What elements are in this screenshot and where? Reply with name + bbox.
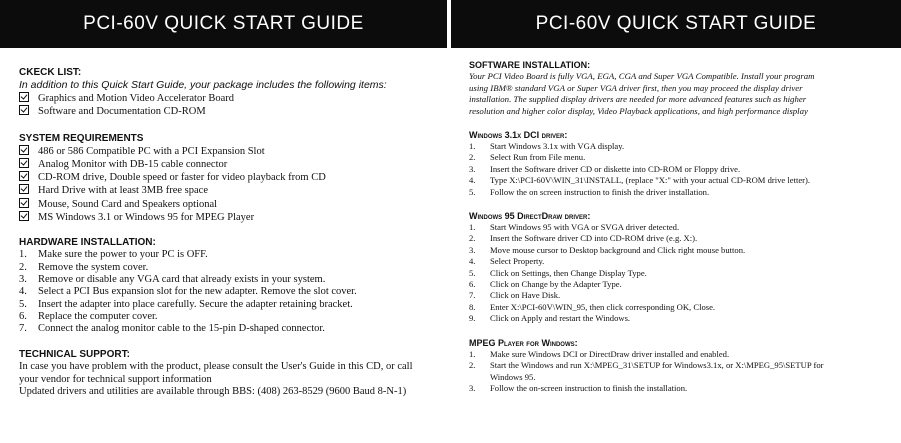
hardware-step: 3. Remove or disable any VGA card that already exists in your system. — [19, 273, 326, 285]
software-intro-line: using IBM® standard VGA or Super VGA driver first, then you may proceed the display driver — [469, 82, 803, 93]
win95-step: 4. Select Property. — [469, 256, 545, 267]
left-content — [0, 66, 451, 398]
checkbox-icon — [19, 171, 29, 181]
software-intro-line: Your PCI Video Board is fully VGA, EGA, CGA and Super VGA Compatible. Install your program — [469, 71, 815, 81]
mpeg-step: 3. Follow the on-screen instruction to finish the installation. — [469, 382, 688, 393]
hardware-installation-title: HARDWARE INSTALLATION: — [19, 237, 156, 249]
checkbox-icon — [19, 158, 29, 168]
mpeg-player-title: MPEG Player for Windows: — [469, 337, 578, 348]
hardware-steps — [19, 249, 441, 335]
requirement-item: 486 or 586 Compatible PC with a PCI Expansion Slot — [19, 145, 441, 158]
checklist-item: Graphics and Motion Video Accelerator Board — [19, 92, 441, 105]
support-text-line: In case you have problem with the product, please consult the User's Guide in this CD, or call — [19, 361, 413, 373]
win95-step: 8. Enter X:\PCI-60V\WIN_95, then click corresponding OK, Close. — [469, 301, 716, 312]
system-requirements-title: SYSTEM REQUIREMENTS — [19, 132, 144, 144]
support-bbs-line: Updated drivers and utilities are available through BBS: (408) 263-8529 (9600 Baud 8-N-1) — [19, 386, 407, 398]
hardware-step: 7. Connect the analog monitor cable to the 15-pin D-shaped connector. — [19, 323, 325, 335]
checkbox-icon — [19, 184, 29, 194]
software-installation-title: SOFTWARE INSTALLATION: — [469, 60, 591, 70]
win95-step: 1. Start Windows 95 with VGA or SVGA driver detected. — [469, 222, 680, 233]
mpeg-step: 2. Start the Windows and run X:\MPEG_31\SETUP for Windows3.1x, or X:\MPEG_95\SETUP for — [469, 360, 824, 371]
win95-step: 5. Click on Settings, then Change Display Type. — [469, 267, 647, 278]
win31-step: 1. Start Windows 3.1x with VGA display. — [469, 141, 625, 151]
checklist-list — [19, 92, 441, 119]
mpeg-steps — [469, 349, 889, 395]
requirement-item: Analog Monitor with DB-15 cable connector — [19, 158, 441, 171]
hardware-step: 1. Make sure the power to your PC is OFF. — [19, 249, 208, 261]
right-content — [451, 59, 901, 394]
hardware-installation-section — [19, 236, 441, 335]
win95-driver-title: Windows 95 DirectDraw driver: — [469, 211, 591, 222]
win31-step: 3. Insert the Software driver CD or diskette into CD-ROM or Floppy drive. — [469, 163, 741, 174]
win95-steps — [469, 222, 889, 325]
software-installation-section — [469, 59, 889, 117]
hardware-step: 4. Select a PCI Bus expansion slot for the new adapter. Remove the slot cover. — [19, 286, 357, 298]
support-text-line: your vendor for technical support information — [19, 373, 212, 385]
checklist-title: CKECK LIST: — [19, 67, 82, 78]
win95-step: 3. Move mouse cursor to Desktop background and Click right mouse button. — [469, 244, 746, 255]
win95-driver-section — [469, 210, 889, 325]
mpeg-step: Windows 95. — [490, 371, 536, 382]
win95-step: 7. Click on Have Disk. — [469, 290, 561, 301]
mpeg-step: 1. Make sure Windows DCI or DirectDraw driver installed and enabled. — [469, 348, 730, 359]
checklist-item: Software and Documentation CD-ROM — [19, 105, 441, 118]
checkbox-icon — [19, 198, 29, 208]
requirement-item: CD-ROM drive, Double speed or faster for video playback from CD — [19, 171, 441, 184]
win95-step: 9. Click on Apply and restart the Windows. — [469, 313, 631, 324]
right-banner-title: PCI-60V QUICK START GUIDE — [451, 0, 901, 48]
win31-driver-title: Windows 3.1x DCI driver: — [469, 130, 568, 140]
checkbox-icon — [19, 211, 29, 221]
win31-step: 2. Select Run from File menu. — [469, 152, 586, 163]
software-intro-line: resolution and higher color display, Video Playback applications, and high performance display — [469, 105, 808, 116]
requirement-item: MS Windows 3.1 or Windows 95 for MPEG Player — [19, 211, 441, 224]
left-banner-title: PCI-60V QUICK START GUIDE — [0, 0, 447, 48]
hardware-step: 2. Remove the system cover. — [19, 261, 149, 273]
checkbox-icon — [19, 145, 29, 155]
checklist-intro: In addition to this Quick Start Guide, your package includes the following items: — [19, 79, 387, 91]
checkbox-icon — [19, 105, 29, 115]
system-requirements-section — [19, 132, 441, 225]
win95-step: 6. Click on Change by the Adapter Type. — [469, 279, 622, 290]
win31-steps — [469, 141, 889, 198]
mpeg-player-section — [469, 337, 889, 395]
system-requirements-list — [19, 145, 441, 225]
win31-step: 4. Type X:\PCI-60V\WIN_31\INSTALL, (replace "X:" with your actual CD-ROM drive letter). — [469, 175, 811, 186]
requirement-item: Hard Drive with at least 3MB free space — [19, 184, 441, 197]
checkbox-icon — [19, 92, 29, 102]
requirement-item: Mouse, Sound Card and Speakers optional — [19, 198, 441, 211]
win31-driver-section — [469, 129, 889, 198]
software-intro-line: installation. The supplied display drivers are needed for more advanced features such as higher — [469, 94, 807, 104]
technical-support-title: TECHNICAL SUPPORT: — [19, 349, 130, 361]
win95-step: 2. Insert the Software driver CD into CD-ROM drive (e.g. X:). — [469, 233, 698, 244]
win31-step: 5. Follow the on screen instruction to finish the driver installation. — [469, 186, 710, 197]
hardware-step: 6. Replace the computer cover. — [19, 310, 158, 322]
hardware-step: 5. Insert the adapter into place carefully. Secure the adapter retaining bracket. — [19, 298, 353, 310]
checklist-section — [19, 66, 441, 119]
technical-support-section — [19, 348, 441, 398]
right-column — [451, 0, 901, 443]
